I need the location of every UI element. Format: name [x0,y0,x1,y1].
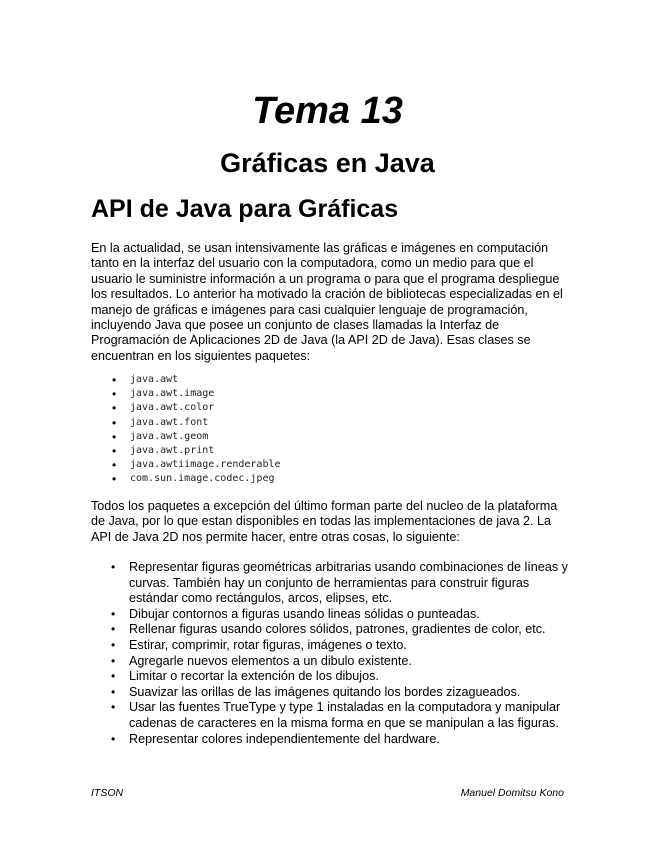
feature-text: Suavizar las orillas de las imágenes quitando los bordes zizagueados. [129,684,521,699]
bullet-icon: • [112,401,117,416]
list-item [112,387,281,401]
list-item [112,458,281,472]
feature-text: Agregarle nuevos elementos a un dibulo existente. [129,653,412,668]
list-item [112,444,281,458]
list-item [112,430,281,444]
package-name: com.sun.image.codec.jpeg [130,473,275,485]
bullet-icon: • [111,653,116,668]
list-item [111,685,571,701]
list-item [112,416,281,430]
feature-text: Rellenar figuras usando colores sólidos, patrones, gradientes de color, etc. [129,622,546,637]
bullet-icon: • [112,415,117,430]
package-name: java.awt.print [130,445,215,457]
bullet-icon: • [111,684,116,699]
package-name: java.awt.color [130,402,215,414]
chapter-subtitle: Gráficas en Java [220,148,435,178]
bullet-icon: • [111,606,116,621]
list-item [111,700,571,731]
package-name: java.awtiimage.renderable [130,459,281,471]
feature-text: Representar colores independientemente del hardware. [129,731,440,746]
package-name: java.awt.font [130,416,209,428]
list-item [112,472,281,486]
package-name: java.awt.geom [130,430,209,442]
bullet-icon: • [112,444,117,459]
intro-paragraph: En la actualidad, se usan intensivamente las gráficas e imágenes en computación tanto en la interfaz del usuario con la computadora, como un medio para que el usuario le suministre información a un programa o para que el programa despliegue los resultados. Lo anterior ha motivado la cración de bibliotecas especializadas en el manejo de gráficas e imágenes para casi cualquier lenguaje de programación, incluyendo Java que posee un conjunto de clases llamadas la Interfaz de Programación de Aplicaciones 2D de Java (la API 2D de Java). Esas clases se encuentran en los siguientes paquetes: [91,241,563,363]
feature-text: Dibujar contornos a figuras usando lineas sólidas o punteadas. [129,606,480,621]
bullet-icon: • [112,387,117,402]
packages-paragraph: Todos los paquetes a excepción del último forman parte del nucleo de la plataforma de Java, por lo que estan disponibles en todas las implementaciones de java 2. La API de Java 2D nos permite hacer, entre otras cosas, lo siguiente: [91,499,558,544]
feature-text: Estirar, comprimir, rotar figuras, imágenes o texto. [129,637,407,652]
bullet-icon: • [112,373,117,387]
package-name: java.awt.image [130,388,215,400]
bullet-icon: • [111,637,116,652]
list-item [112,373,281,387]
bullet-icon: • [112,472,117,487]
feature-text: Usar las fuentes TrueType y type 1 instaladas en la computadora y manipular cadenas de caracteres en la misma forma en que se manipulan a las figuras. [129,700,561,730]
bullet-icon: • [111,669,116,684]
feature-text: Limitar o recortar la extención de los dibujos. [129,669,379,684]
bullet-icon: • [111,560,116,574]
bullet-icon: • [111,700,116,715]
list-item [112,401,281,415]
footer-author: Manuel Domitsu Kono [460,787,564,799]
footer-institution: ITSON [91,787,124,799]
feature-list [111,560,571,747]
list-item [111,654,571,670]
package-list [112,373,281,487]
package-name: java.awt [130,374,179,385]
list-item [111,732,571,748]
list-item [111,560,571,607]
bullet-icon: • [111,622,116,637]
feature-text: Representar figuras geométricas arbitrarias usando combinaciones de líneas y curvas. También hay un conjunto de herramientas para construir figuras estándar como rectángulos, arcos, elipses, etc. [129,560,568,606]
list-item [111,669,571,685]
list-item [111,638,571,654]
bullet-icon: • [112,458,117,473]
bullet-icon: • [112,429,117,444]
list-item [111,607,571,623]
chapter-title: Tema 13 [252,90,403,132]
list-item [111,622,571,638]
section-heading: API de Java para Gráficas [91,195,399,223]
bullet-icon: • [111,731,116,746]
